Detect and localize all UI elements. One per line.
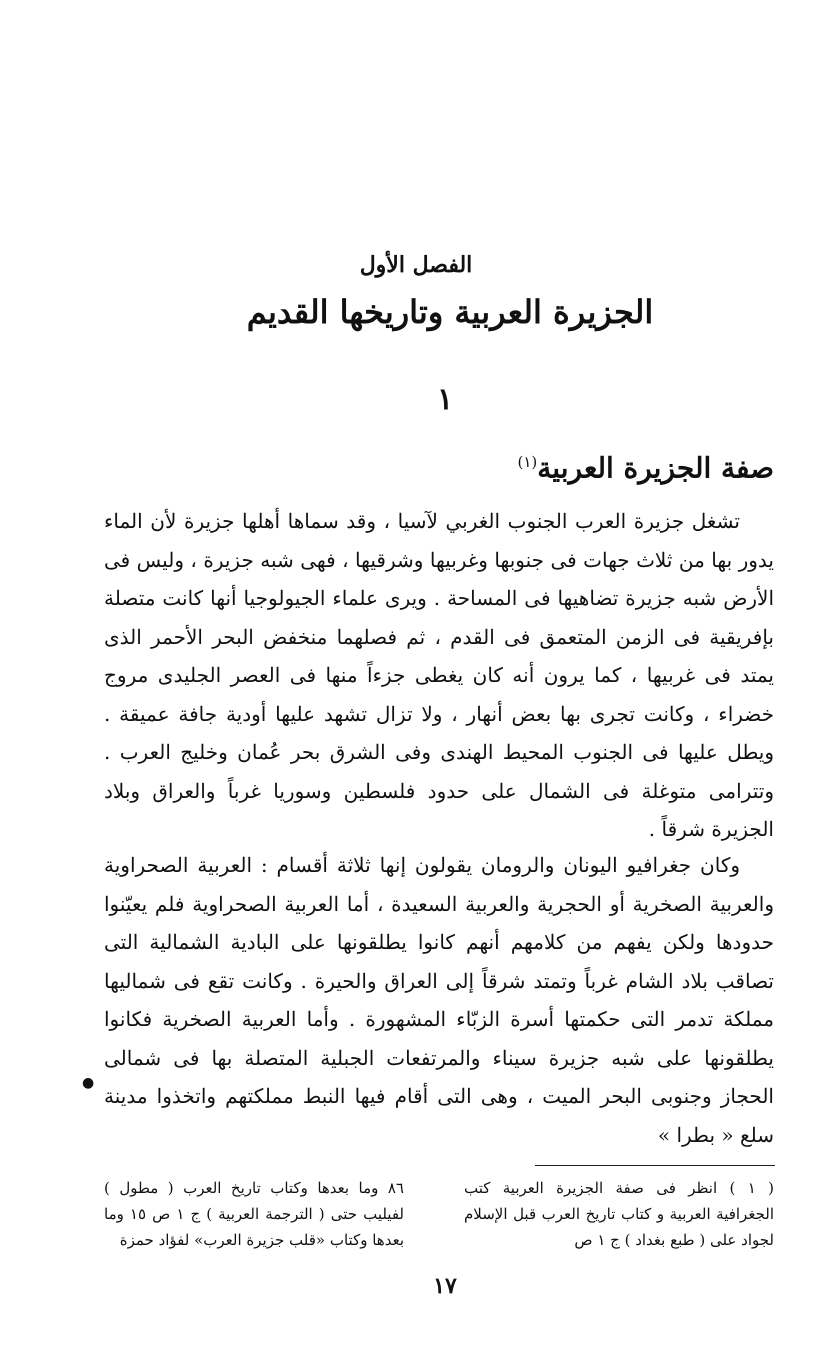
body-paragraph [104,502,774,849]
chapter-label: الفصل الأول [359,252,473,278]
footnote-left-column: ٨٦ وما بعدها وكتاب تاريخ العرب ( مطول ) لفيليب حتى ( الترجمة العربية ) ج ١ ص ١٥ وما بعدها وكتاب «قلب جزيرة العرب» لفؤاد حمزة [104,1179,404,1249]
body-paragraph-text: تشغل جزيرة العرب الجنوب الغربي لآسيا ، وقد سماها أهلها جزيرة لأن الماء يدور بها من ثلاث جهات فى جنوبها وغربيها وشرقيها ، فهى شبه جزيرة ، وليس فى الأرض شبه جزيرة تضاهيها فى المساحة . ويرى علماء الجيولوجيا أنها كانت متصلة بإفريقية فى الزمن المتعمق فى القدم ، ثم فصلهما منخفض البحر الأحمر الذى يمتد فى غربيها ، كما يرون أنه كان يغطى جزءاً منها فى العصر الجليدى مروج خضراء ، وكانت تجرى بها بعض أنهار ، ولا تزال تشهد عليها أودية جافة عميقة . ويطل عليها فى الجنوب المحيط الهندى وفى الشرق بحر عُمان وخليج العرب . وتترامى متوغلة فى الشمال على حدود فلسطين وسوريا غرباً والعراق وبلاد الجزيرة شرقاً . [104,509,774,841]
page-number: ١٧ [433,1273,457,1299]
margin-dot: ● [82,1075,95,1091]
section-number: ١ [436,382,454,417]
body-paragraph-text: وكان جغرافيو اليونان والرومان يقولون إنها ثلاثة أقسام : العربية الصحراوية والعربية الصخرية أو الحجرية والعربية السعيدة ، أما العربية الصحراوية فلم يعيّنوا حدودها ولكن يفهم من كلامهم أنهم كانوا يطلقونها على البادية الشمالية التى تصاقب بلاد الشام غرباً وتمتد شرقاً إلى العراق والحيرة . وكانت تقع فى شماليها مملكة تدمر التى حكمتها أسرة الزبّاء المشهورة . وأما العربية الصخرية فكانوا يطلقونها على شبه جزيرة سيناء والمرتفعات الجبلية المتصلة بها فى شمالى الحجاز وجنوبى البحر الميت ، وهى التى أقام فيها النبط مملكتهم واتخذوا مدينة سلع « بطرا » [104,853,774,1147]
chapter-title: الجزيرة العربية وتاريخها القديم [246,293,654,331]
section-heading [518,440,775,490]
footnote-divider [535,1165,775,1166]
footnote-right-column: ( ١ ) انظر فى صفة الجزيرة العربية كتب الجغرافية العربية و كتاب تاريخ العرب قبل الإسلام لجواد على ( طبع بغداد ) ج ١ ص [464,1179,774,1249]
body-paragraph [104,846,774,1154]
section-heading-text: صفة الجزيرة العربية [537,451,774,485]
footnote-reference: (١) [517,453,538,471]
